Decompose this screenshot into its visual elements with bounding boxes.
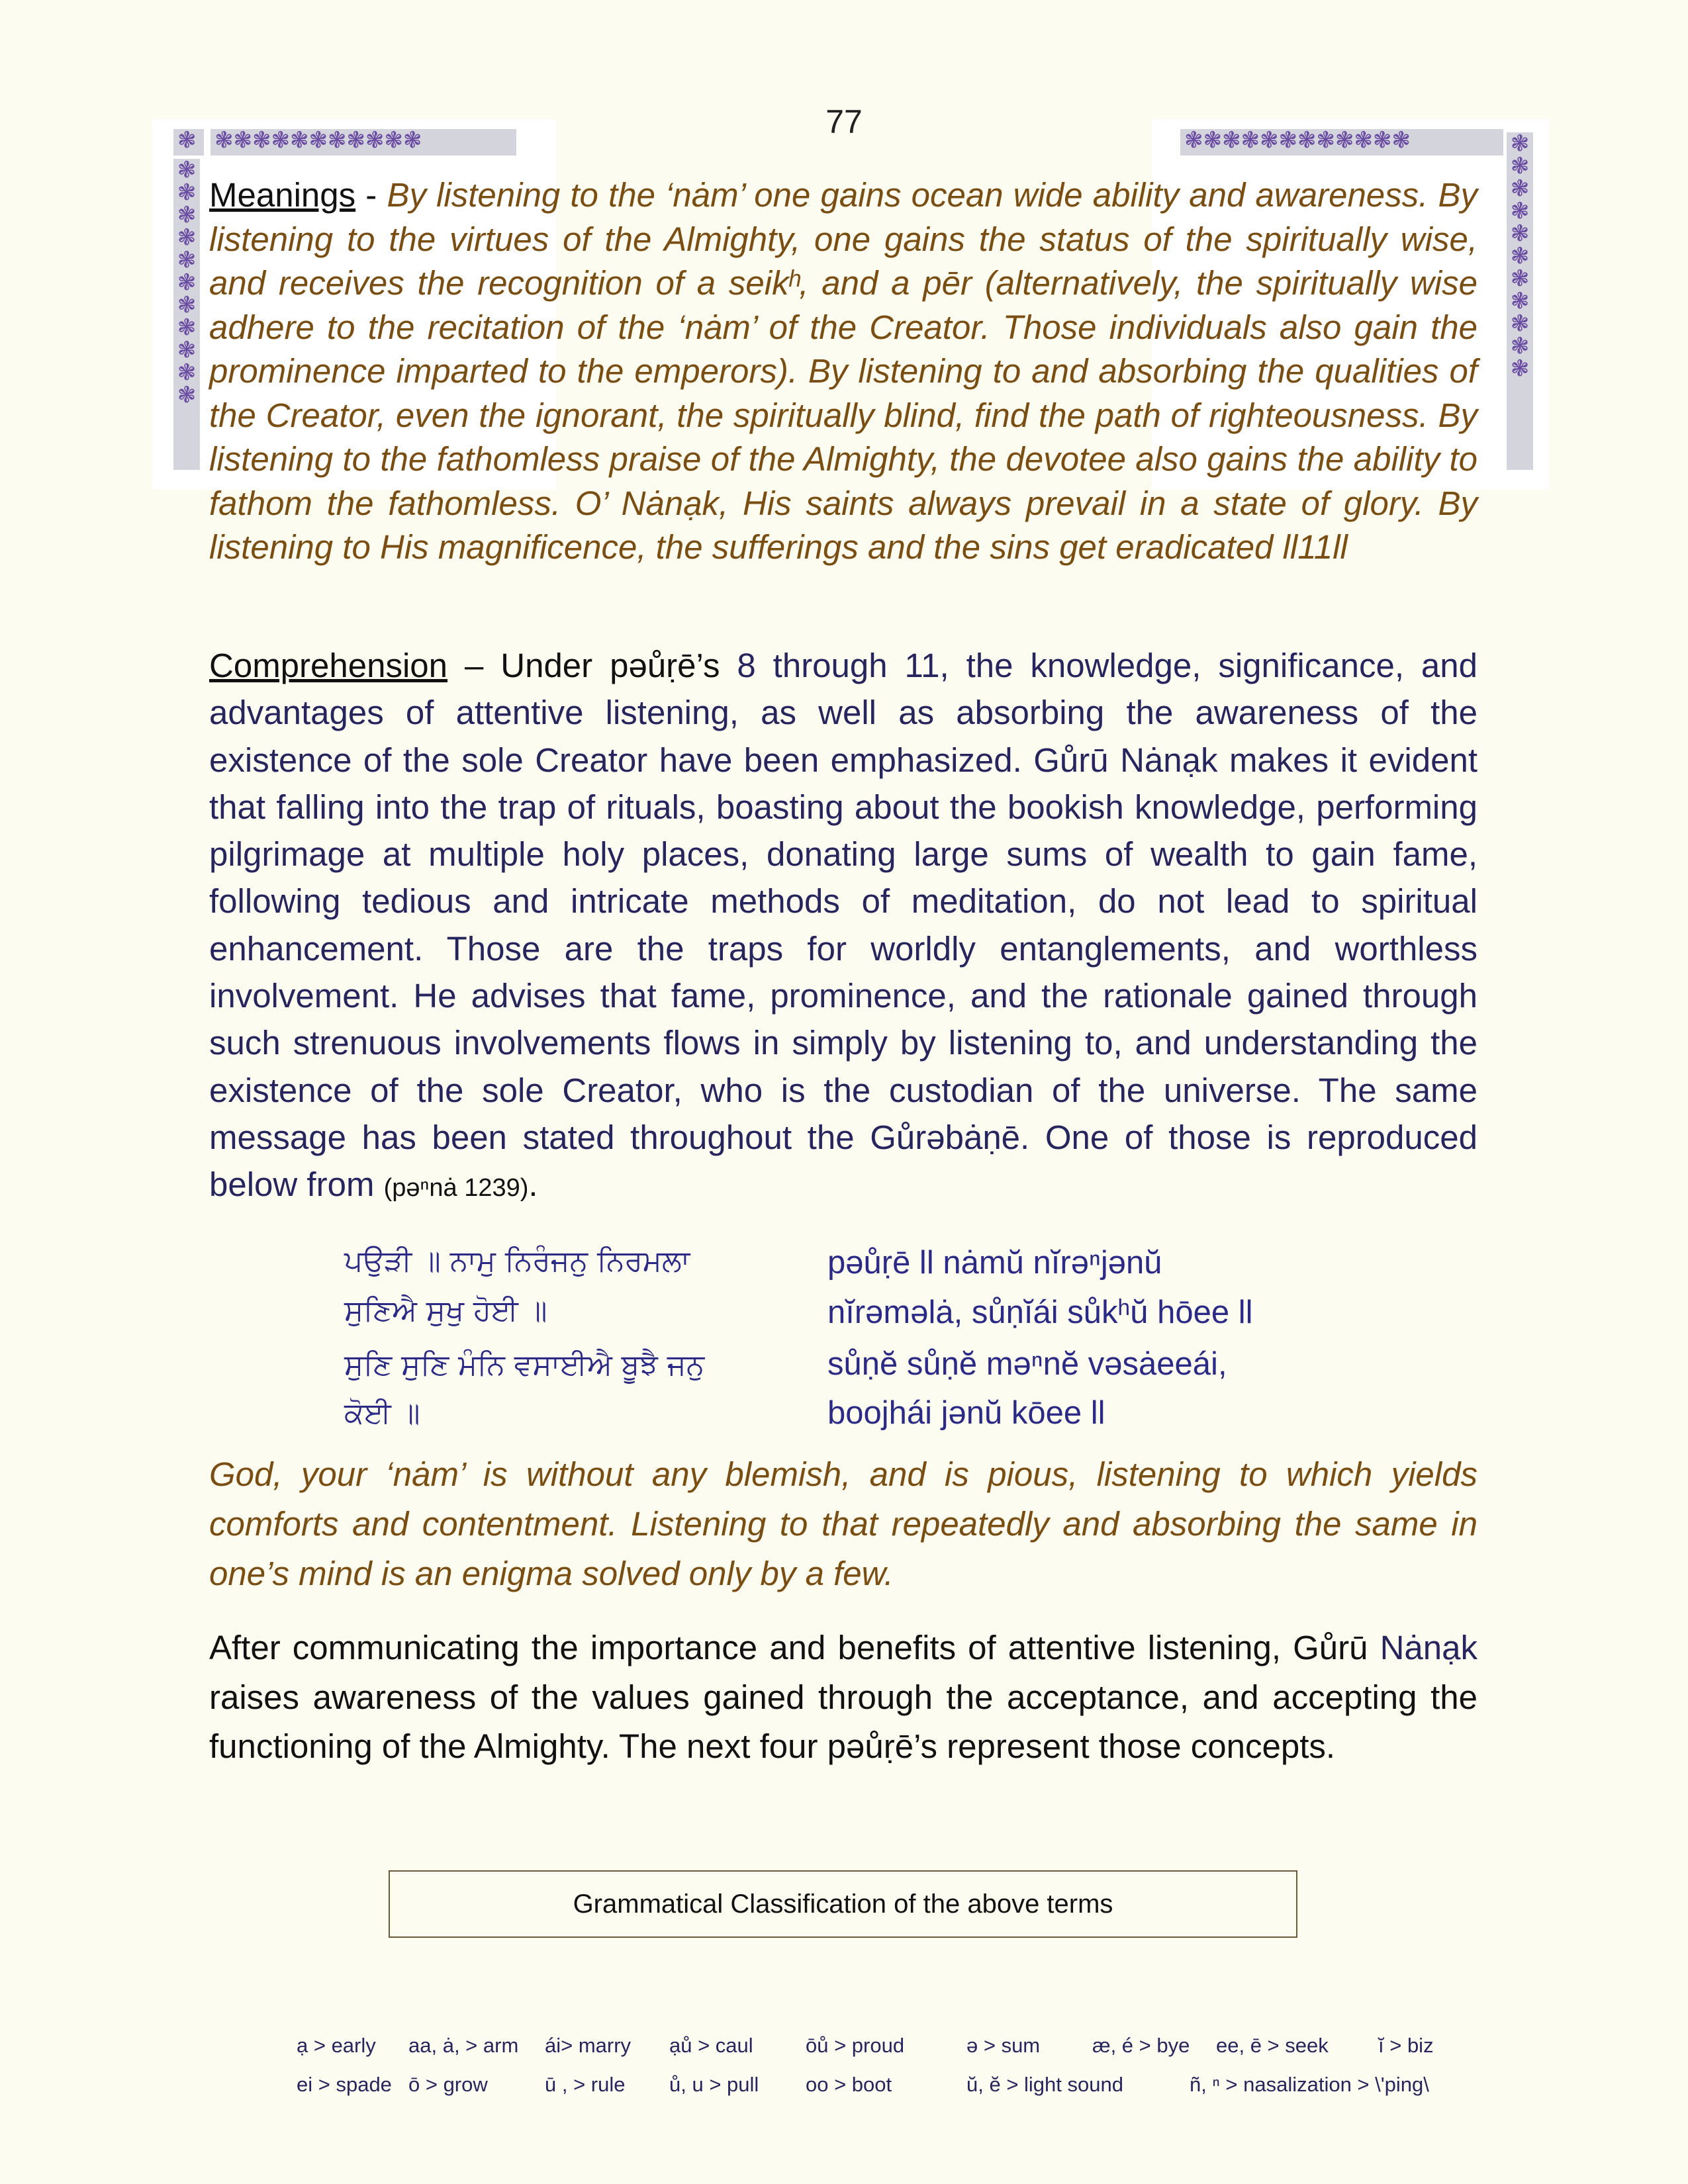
pauri-term: pəůṛē’s [610, 647, 720, 684]
verse-gurmukhi-line-4: ਕੋਈ ॥ [344, 1396, 420, 1430]
flower-border-top-right: ❃❃❃❃❃❃❃❃❃❃❃❃ [1180, 129, 1503, 156]
flower-corner-icon: ❃ [173, 129, 204, 156]
legend-item: oo > boot [806, 2073, 892, 2096]
verse-transliteration-line-4: boojhái jənŭ kōee ll [827, 1395, 1105, 1431]
meanings-separator: - [355, 176, 387, 214]
closing-text-before: After communicating the importance and benefits of attentive listening, Gůrū [209, 1629, 1380, 1666]
legend-item: ạ > early [297, 2034, 376, 2057]
legend-item: aa, ȧ, > arm [408, 2034, 519, 2057]
closing-text-after: raises awareness of the values gained through the acceptance, and accepting the functioning of the Almighty. The next four pəůṛē’s represent those concepts. [209, 1678, 1477, 1765]
legend-item: ə > sum [966, 2034, 1041, 2057]
legend-item: ei > spade [297, 2073, 392, 2096]
closing-paragraph [209, 1623, 1477, 1772]
legend-item: æ, é > bye [1092, 2034, 1190, 2057]
meanings-label: Meanings [209, 176, 356, 214]
legend-item: ái> marry [545, 2034, 632, 2057]
legend-row-2 [0, 2073, 1688, 2099]
verse-gurmukhi-line-2: ਸੁਣਿਐ ਸੁਖੁ ਹੋਈ ॥ [344, 1294, 547, 1328]
verse-transliteration-line-2: nĭrəməlȧ, sůṇĭái sůkʰŭ hōee ll [827, 1295, 1253, 1330]
legend-item: ạů > caul [669, 2034, 753, 2057]
flower-border-left: ❃❃❃❃❃❃❃❃❃❃❃ [173, 159, 200, 470]
page-reference: (pəⁿnȧ 1239) [383, 1174, 529, 1203]
comprehension-paragraph [209, 642, 1477, 1212]
verse-translation: God, your ‘nȧm’ is without any blemish, and is pious, listening to which yields comforts and contentment. Listening to that repeatedly and absorbing the same in one’s mind is an enigma solved only by a few. [209, 1455, 1477, 1592]
legend-item: ō > grow [408, 2073, 488, 2096]
legend-item: ŭ, ĕ > light sound [966, 2073, 1123, 2096]
legend-item: ōů > proud [806, 2034, 905, 2057]
verse-gurmukhi-line-1: ਪਉੜੀ ॥ ਨਾਮੁ ਨਿਰੰਜਨੁ ਨਿਰਮਲਾ [344, 1244, 690, 1278]
legend-item: ĭ > biz [1378, 2034, 1434, 2057]
classification-title: Grammatical Classification of the above terms [573, 1889, 1113, 1919]
comprehension-end: . [528, 1165, 538, 1204]
comprehension-text: 8 through 11, the knowledge, significance, and advantages of attentive listening, as well as absorbing the awareness of the existence of the sole Creator have been emphasized. Gůrū Nȧnạk makes it evident that falling into the trap of rituals, boasting about the bookish knowledge, performing pilgrimage at multiple holy places, donating large sums of wealth to gain fame, following tedious and intricate methods of meditation, do not lead to spiritual enhancement. Those are the traps for worldly entanglements, and worthless involvement. He advises that fame, prominence, and the rationale gained through such strenuous involvements flows in simply by listening to, and understanding the existence of the sole Creator, who is the custodian of the universe. The same message has been stated throughout the Gůrəbȧṇē. One of those is reproduced below from [209, 647, 1477, 1204]
comprehension-dash: – Under [447, 647, 610, 684]
flower-border-right: ❃❃❃❃❃❃❃❃❃❃❃ [1507, 132, 1533, 470]
meanings-text: By listening to the ‘nȧm’ one gains ocean wide ability and awareness. By listening to the virtues of the Almighty, one gains the status of the spiritually wise, and receives the recognition of a seikʰ, and a pēr (alternatively, the spiritually wise adhere to the recitation of the ‘nȧm’ of the Creator. Those individuals also gain the prominence imparted to the emperors). By listening to and absorbing the qualities of the Creator, even the ignorant, the spiritually blind, find the path of righteousness. By listening to the fathomless praise of the Almighty, the devotee also gains the ability to fathom the fathomless. O’ Nȧnạk, His saints always prevail in a state of glory. By listening to His magnificence, the sufferings and the sins get eradicated ll11ll [209, 176, 1478, 566]
classification-box [389, 1870, 1297, 1938]
verse-gurmukhi-line-3: ਸੁਣਿ ਸੁਣਿ ਮੰਨਿ ਵਸਾਈਐ ਬੂਝੈ ਜਨੁ [344, 1348, 705, 1382]
legend-row-1 [0, 2034, 1688, 2060]
page-number: 77 [825, 103, 863, 140]
closing-name: Nȧnạk [1380, 1629, 1477, 1666]
legend-item: ee, ē > seek [1216, 2034, 1329, 2057]
legend-item: ů, u > pull [669, 2073, 759, 2096]
verse-transliteration-line-1: pəůṛē ll nȧmŭ nĭrəⁿjənŭ [827, 1245, 1162, 1281]
legend-item: ū , > rule [545, 2073, 626, 2096]
legend-item: ñ, ⁿ > nasalization > \'ping\ [1190, 2073, 1429, 2096]
verse-transliteration-line-3: sůṇĕ sůṇĕ məⁿnĕ vəsȧeeái, [827, 1346, 1227, 1382]
flower-border-top-left: ❃❃❃❃❃❃❃❃❃❃❃ [211, 129, 516, 156]
comprehension-label: Comprehension [209, 647, 448, 684]
meanings-paragraph [209, 173, 1477, 570]
